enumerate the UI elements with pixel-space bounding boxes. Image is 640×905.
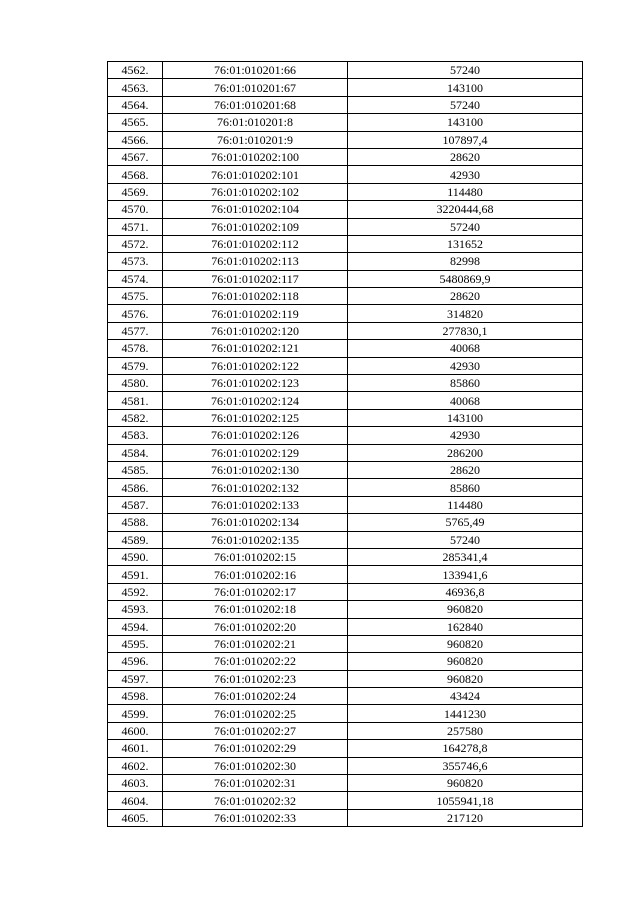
row-number-cell: 4597. [108,670,163,687]
table-row [108,253,583,270]
cadastral-number-cell: 76:01:010201:66 [163,62,348,79]
table-row [108,479,583,496]
row-number-cell: 4563. [108,79,163,96]
cadastral-number-cell: 76:01:010202:124 [163,392,348,409]
row-number-cell: 4574. [108,270,163,287]
row-number-cell: 4587. [108,496,163,513]
row-number-cell: 4577. [108,322,163,339]
cadastral-number-cell: 76:01:010202:119 [163,305,348,322]
table-row [108,688,583,705]
value-cell: 5480869,9 [348,270,583,287]
cadastral-number-cell: 76:01:010202:16 [163,566,348,583]
value-cell: 960820 [348,635,583,652]
value-cell: 131652 [348,235,583,252]
value-cell: 57240 [348,218,583,235]
table-row [108,218,583,235]
value-cell: 5765,49 [348,514,583,531]
table-row [108,357,583,374]
row-number-cell: 4585. [108,461,163,478]
cadastral-number-cell: 76:01:010202:112 [163,235,348,252]
table-row [108,201,583,218]
row-number-cell: 4602. [108,757,163,774]
value-cell: 85860 [348,375,583,392]
cadastral-number-cell: 76:01:010202:126 [163,427,348,444]
cadastral-number-cell: 76:01:010202:113 [163,253,348,270]
cadastral-number-cell: 76:01:010202:100 [163,148,348,165]
cadastral-number-cell: 76:01:010202:18 [163,601,348,618]
row-number-cell: 4565. [108,114,163,131]
cadastral-number-cell: 76:01:010202:20 [163,618,348,635]
cadastral-number-cell: 76:01:010202:109 [163,218,348,235]
cadastral-number-cell: 76:01:010201:67 [163,79,348,96]
cadastral-number-cell: 76:01:010202:27 [163,722,348,739]
row-number-cell: 4573. [108,253,163,270]
table-row [108,653,583,670]
table-row [108,96,583,113]
table-row [108,461,583,478]
row-number-cell: 4601. [108,740,163,757]
table-row [108,148,583,165]
table-row [108,809,583,826]
table-row [108,288,583,305]
row-number-cell: 4595. [108,635,163,652]
row-number-cell: 4586. [108,479,163,496]
row-number-cell: 4584. [108,444,163,461]
cadastral-number-cell: 76:01:010202:15 [163,548,348,565]
row-number-cell: 4593. [108,601,163,618]
value-cell: 143100 [348,79,583,96]
value-cell: 82998 [348,253,583,270]
table-row [108,114,583,131]
table-row [108,131,583,148]
value-cell: 1055941,18 [348,792,583,809]
value-cell: 28620 [348,148,583,165]
row-number-cell: 4590. [108,548,163,565]
value-cell: 162840 [348,618,583,635]
cadastral-number-cell: 76:01:010202:102 [163,183,348,200]
table-row [108,618,583,635]
table-row [108,757,583,774]
row-number-cell: 4605. [108,809,163,826]
cadastral-number-cell: 76:01:010202:24 [163,688,348,705]
table-row [108,62,583,79]
value-cell: 42930 [348,427,583,444]
cadastral-number-cell: 76:01:010201:8 [163,114,348,131]
row-number-cell: 4572. [108,235,163,252]
cadastral-number-cell: 76:01:010202:101 [163,166,348,183]
table-row [108,740,583,757]
table-row [108,775,583,792]
value-cell: 164278,8 [348,740,583,757]
cadastral-number-cell: 76:01:010202:25 [163,705,348,722]
value-cell: 960820 [348,653,583,670]
row-number-cell: 4576. [108,305,163,322]
value-cell: 57240 [348,62,583,79]
table-body [108,62,583,827]
table-row [108,514,583,531]
table-row [108,705,583,722]
value-cell: 1441230 [348,705,583,722]
value-cell: 355746,6 [348,757,583,774]
cadastral-number-cell: 76:01:010202:17 [163,583,348,600]
table-row [108,340,583,357]
cadastral-number-cell: 76:01:010202:123 [163,375,348,392]
value-cell: 960820 [348,775,583,792]
value-cell: 42930 [348,166,583,183]
value-cell: 85860 [348,479,583,496]
value-cell: 114480 [348,183,583,200]
cadastral-number-cell: 76:01:010201:9 [163,131,348,148]
value-cell: 133941,6 [348,566,583,583]
table-row [108,444,583,461]
cadastral-number-cell: 76:01:010202:22 [163,653,348,670]
value-cell: 114480 [348,496,583,513]
row-number-cell: 4596. [108,653,163,670]
row-number-cell: 4562. [108,62,163,79]
row-number-cell: 4588. [108,514,163,531]
row-number-cell: 4589. [108,531,163,548]
row-number-cell: 4594. [108,618,163,635]
table-row [108,601,583,618]
row-number-cell: 4581. [108,392,163,409]
table-row [108,375,583,392]
value-cell: 143100 [348,409,583,426]
row-number-cell: 4567. [108,148,163,165]
table-row [108,792,583,809]
cadastral-number-cell: 76:01:010202:133 [163,496,348,513]
cadastral-number-cell: 76:01:010202:23 [163,670,348,687]
cadastral-number-cell: 76:01:010202:33 [163,809,348,826]
value-cell: 960820 [348,601,583,618]
cadastral-number-cell: 76:01:010202:122 [163,357,348,374]
value-cell: 217120 [348,809,583,826]
row-number-cell: 4566. [108,131,163,148]
cadastral-number-cell: 76:01:010202:104 [163,201,348,218]
row-number-cell: 4599. [108,705,163,722]
cadastral-number-cell: 76:01:010202:129 [163,444,348,461]
value-cell: 28620 [348,288,583,305]
row-number-cell: 4580. [108,375,163,392]
value-cell: 57240 [348,96,583,113]
table-row [108,548,583,565]
value-cell: 285341,4 [348,548,583,565]
row-number-cell: 4570. [108,201,163,218]
row-number-cell: 4578. [108,340,163,357]
row-number-cell: 4591. [108,566,163,583]
row-number-cell: 4575. [108,288,163,305]
row-number-cell: 4604. [108,792,163,809]
value-cell: 3220444,68 [348,201,583,218]
cadastral-number-cell: 76:01:010202:120 [163,322,348,339]
cadastral-number-cell: 76:01:010202:30 [163,757,348,774]
cadastral-number-cell: 76:01:010202:125 [163,409,348,426]
cadastral-number-cell: 76:01:010202:118 [163,288,348,305]
row-number-cell: 4600. [108,722,163,739]
cadastral-value-table [107,61,583,827]
table-row [108,531,583,548]
cadastral-number-cell: 76:01:010202:121 [163,340,348,357]
table-row [108,722,583,739]
row-number-cell: 4598. [108,688,163,705]
row-number-cell: 4569. [108,183,163,200]
row-number-cell: 4583. [108,427,163,444]
cadastral-number-cell: 76:01:010202:117 [163,270,348,287]
row-number-cell: 4579. [108,357,163,374]
table-row [108,183,583,200]
table-row [108,496,583,513]
cadastral-number-cell: 76:01:010202:21 [163,635,348,652]
row-number-cell: 4571. [108,218,163,235]
cadastral-number-cell: 76:01:010202:135 [163,531,348,548]
table-row [108,409,583,426]
value-cell: 46936,8 [348,583,583,600]
value-cell: 42930 [348,357,583,374]
cadastral-number-cell: 76:01:010202:31 [163,775,348,792]
cadastral-number-cell: 76:01:010202:132 [163,479,348,496]
value-cell: 960820 [348,670,583,687]
value-cell: 57240 [348,531,583,548]
table-row [108,566,583,583]
value-cell: 277830,1 [348,322,583,339]
table-row [108,670,583,687]
value-cell: 107897,4 [348,131,583,148]
value-cell: 40068 [348,392,583,409]
cadastral-number-cell: 76:01:010202:130 [163,461,348,478]
table-row [108,270,583,287]
value-cell: 143100 [348,114,583,131]
cadastral-number-cell: 76:01:010202:32 [163,792,348,809]
table-row [108,235,583,252]
value-cell: 28620 [348,461,583,478]
table-row [108,635,583,652]
table-row [108,166,583,183]
row-number-cell: 4592. [108,583,163,600]
table-row [108,79,583,96]
table-row [108,392,583,409]
row-number-cell: 4582. [108,409,163,426]
table-row [108,427,583,444]
row-number-cell: 4564. [108,96,163,113]
value-cell: 286200 [348,444,583,461]
row-number-cell: 4568. [108,166,163,183]
table-row [108,305,583,322]
row-number-cell: 4603. [108,775,163,792]
value-cell: 43424 [348,688,583,705]
cadastral-number-cell: 76:01:010201:68 [163,96,348,113]
cadastral-number-cell: 76:01:010202:29 [163,740,348,757]
table-row [108,583,583,600]
cadastral-number-cell: 76:01:010202:134 [163,514,348,531]
value-cell: 257580 [348,722,583,739]
value-cell: 314820 [348,305,583,322]
table-row [108,322,583,339]
value-cell: 40068 [348,340,583,357]
